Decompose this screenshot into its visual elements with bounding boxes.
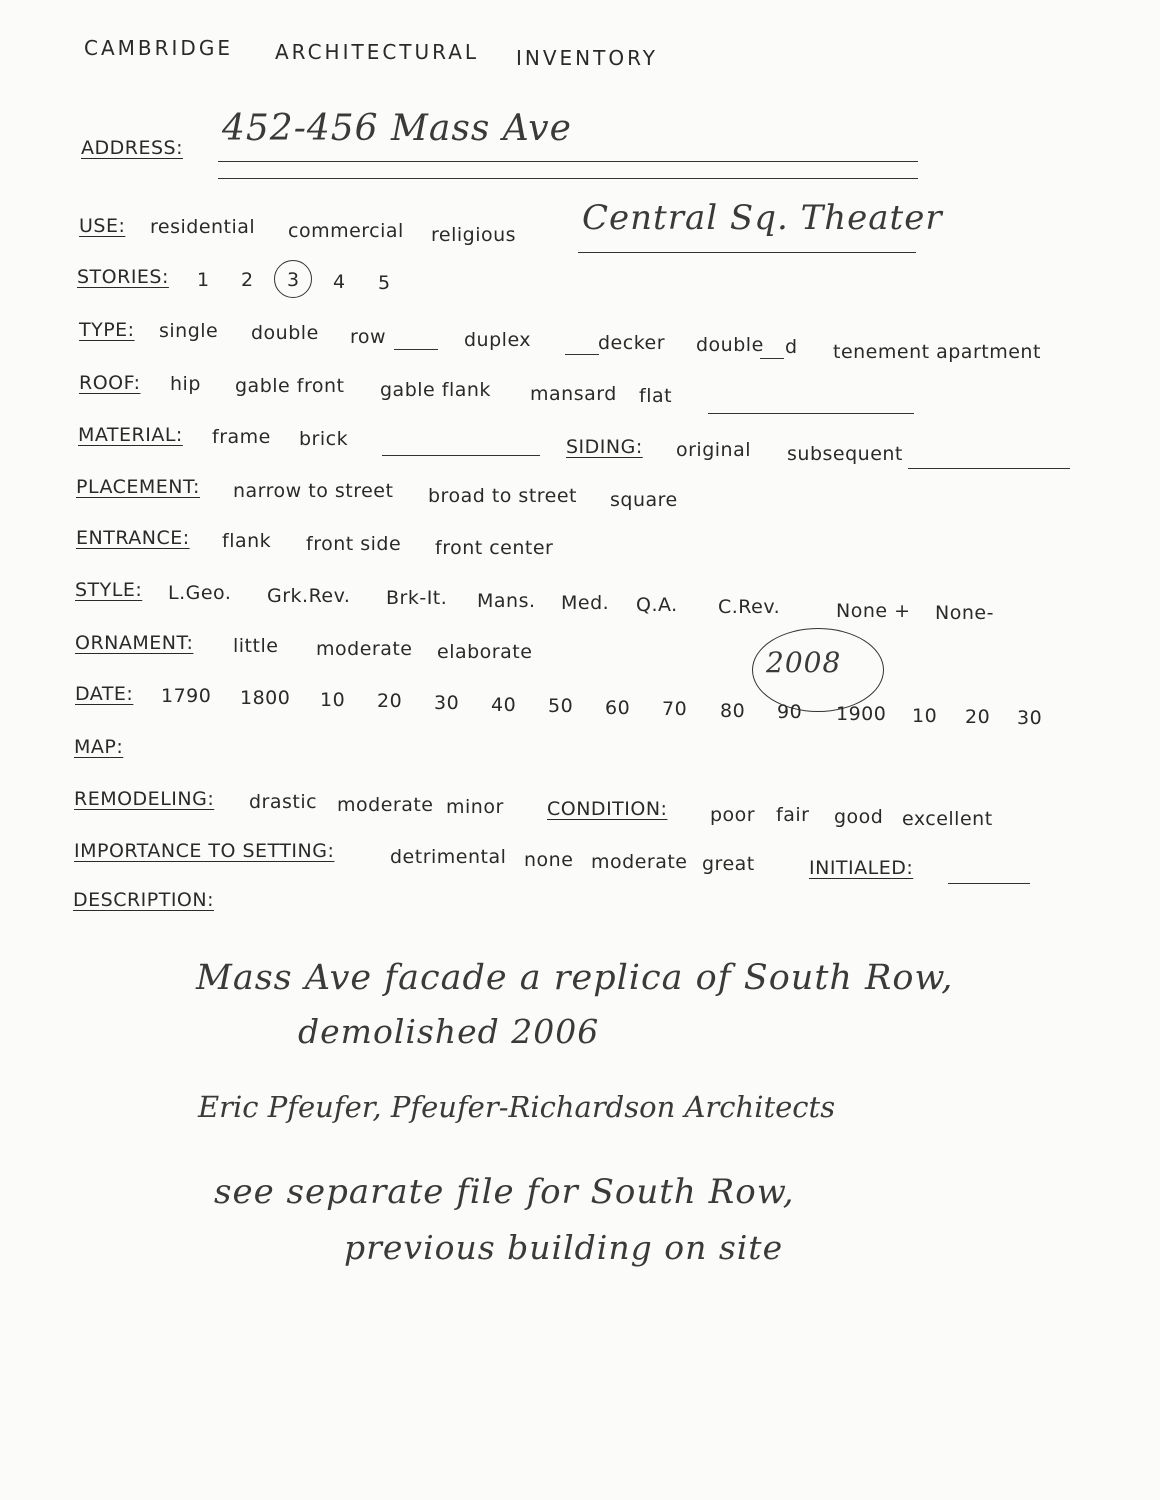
type-option-tenement-apartment: tenement apartment <box>833 341 1041 363</box>
condition-option-poor: poor <box>710 804 756 826</box>
date-option-1930: 30 <box>1017 707 1043 729</box>
stories-option-1: 1 <box>197 269 210 291</box>
description-line-3: Eric Pfeufer, Pfeufer-Richardson Architects <box>198 1090 836 1124</box>
date-option-60: 60 <box>605 697 631 719</box>
use-option-religious: religious <box>431 224 517 246</box>
type-option-double: double <box>251 322 319 344</box>
entrance-option-flank: flank <box>222 530 272 552</box>
date-option-90: 90 <box>777 701 803 723</box>
style-option-med: Med. <box>561 592 610 614</box>
importance-option-detrimental: detrimental <box>390 846 507 868</box>
material-option-frame: frame <box>212 426 271 448</box>
style-label: STYLE: <box>75 579 143 601</box>
roof-label: ROOF: <box>79 372 141 394</box>
style-option-mans: Mans. <box>477 590 536 612</box>
type-option-double-d: double <box>696 334 764 356</box>
material-other-line <box>382 455 540 456</box>
date-option-1920: 20 <box>965 706 991 728</box>
handwritten-date-note: 2008 <box>766 646 842 679</box>
type-option-decker: decker <box>598 332 666 354</box>
use-option-residential: residential <box>150 216 256 238</box>
style-option-lgeo: L.Geo. <box>168 582 232 604</box>
condition-option-fair: fair <box>776 804 810 826</box>
form-header-inventory: INVENTORY <box>516 46 658 70</box>
ornament-option-moderate: moderate <box>316 638 413 660</box>
importance-option-none: none <box>524 849 574 871</box>
description-line-4: see separate file for South Row, <box>214 1172 795 1212</box>
description-label: DESCRIPTION: <box>73 889 215 911</box>
style-option-none-plus: None + <box>836 600 911 622</box>
date-option-30: 30 <box>434 692 460 714</box>
remodeling-option-moderate: moderate <box>337 794 434 816</box>
stories-label: STORIES: <box>77 266 169 288</box>
remodeling-option-minor: minor <box>446 796 504 818</box>
stories-option-3: 3 <box>287 269 300 291</box>
entrance-label: ENTRANCE: <box>76 527 190 549</box>
importance-label: IMPORTANCE TO SETTING: <box>74 840 335 862</box>
roof-option-flat: flat <box>639 385 673 407</box>
material-label: MATERIAL: <box>78 424 183 446</box>
placement-option-narrow: narrow to street <box>233 480 394 502</box>
type-option-row: row <box>350 326 387 348</box>
stories-option-4: 4 <box>333 271 346 293</box>
date-option-1790: 1790 <box>161 685 212 707</box>
date-label: DATE: <box>75 683 134 705</box>
importance-option-moderate: moderate <box>591 851 688 873</box>
siding-label: SIDING: <box>566 436 643 458</box>
date-option-50: 50 <box>548 695 574 717</box>
initialed-label: INITIALED: <box>809 857 914 879</box>
description-line-1: Mass Ave facade a replica of South Row, <box>196 958 954 998</box>
use-other-line <box>578 252 916 253</box>
roof-option-hip: hip <box>170 373 201 395</box>
importance-option-great: great <box>702 853 755 875</box>
handwritten-address: 452-456 Mass Ave <box>222 108 572 149</box>
description-line-5: previous building on site <box>344 1228 784 1267</box>
date-option-10: 10 <box>320 689 346 711</box>
type-option-d-suffix: d <box>785 336 798 358</box>
form-header-architectural: ARCHITECTURAL <box>275 40 480 64</box>
remodeling-option-drastic: drastic <box>249 791 318 813</box>
roof-other-line <box>708 413 914 414</box>
date-option-1910: 10 <box>912 705 938 727</box>
date-option-20: 20 <box>377 690 403 712</box>
type-label: TYPE: <box>79 319 135 341</box>
form-header-cambridge: CAMBRIDGE <box>84 36 233 60</box>
type-decker-blank <box>565 354 599 355</box>
type-row-blank <box>394 349 438 350</box>
date-option-70: 70 <box>662 698 688 720</box>
stories-option-2: 2 <box>241 269 254 291</box>
remodeling-label: REMODELING: <box>74 788 215 810</box>
address-underline <box>218 161 918 162</box>
date-option-80: 80 <box>720 700 746 722</box>
handwritten-use-note: Central Sq. Theater <box>582 198 943 238</box>
roof-option-mansard: mansard <box>530 383 617 405</box>
map-label: MAP: <box>74 736 124 758</box>
initialed-line <box>948 883 1030 884</box>
style-option-qa: Q.A. <box>636 594 678 616</box>
type-double-d-blank <box>760 358 784 359</box>
style-option-grkrev: Grk.Rev. <box>267 585 351 607</box>
ornament-label: ORNAMENT: <box>75 632 194 654</box>
use-option-commercial: commercial <box>288 220 404 242</box>
address-line <box>218 178 918 179</box>
placement-option-square: square <box>610 489 678 511</box>
condition-option-good: good <box>834 806 884 828</box>
date-option-1800: 1800 <box>240 687 291 709</box>
date-option-40: 40 <box>491 694 517 716</box>
siding-other-line <box>908 468 1070 469</box>
date-option-1900: 1900 <box>836 703 887 725</box>
type-option-single: single <box>159 320 219 342</box>
placement-option-broad: broad to street <box>428 485 578 507</box>
style-option-crev: C.Rev. <box>718 596 781 618</box>
stories-selection-circle <box>274 260 312 298</box>
placement-label: PLACEMENT: <box>76 476 200 498</box>
ornament-option-elaborate: elaborate <box>437 641 533 663</box>
entrance-option-front-side: front side <box>306 533 402 555</box>
style-option-brkit: Brk-It. <box>386 587 448 609</box>
roof-option-gable-flank: gable flank <box>380 379 491 401</box>
stories-option-5: 5 <box>378 272 391 294</box>
condition-option-excellent: excellent <box>902 808 993 830</box>
use-label: USE: <box>79 215 126 237</box>
address-label: ADDRESS: <box>81 137 183 159</box>
type-option-duplex: duplex <box>464 329 532 351</box>
entrance-option-front-center: front center <box>435 537 554 559</box>
material-option-brick: brick <box>299 428 349 450</box>
condition-label: CONDITION: <box>547 798 668 820</box>
style-option-none-minus: None- <box>935 602 994 624</box>
siding-option-subsequent: subsequent <box>787 443 903 465</box>
roof-option-gable-front: gable front <box>235 375 345 397</box>
ornament-option-little: little <box>233 635 279 657</box>
description-line-2: demolished 2006 <box>298 1012 600 1051</box>
siding-option-original: original <box>676 439 752 461</box>
